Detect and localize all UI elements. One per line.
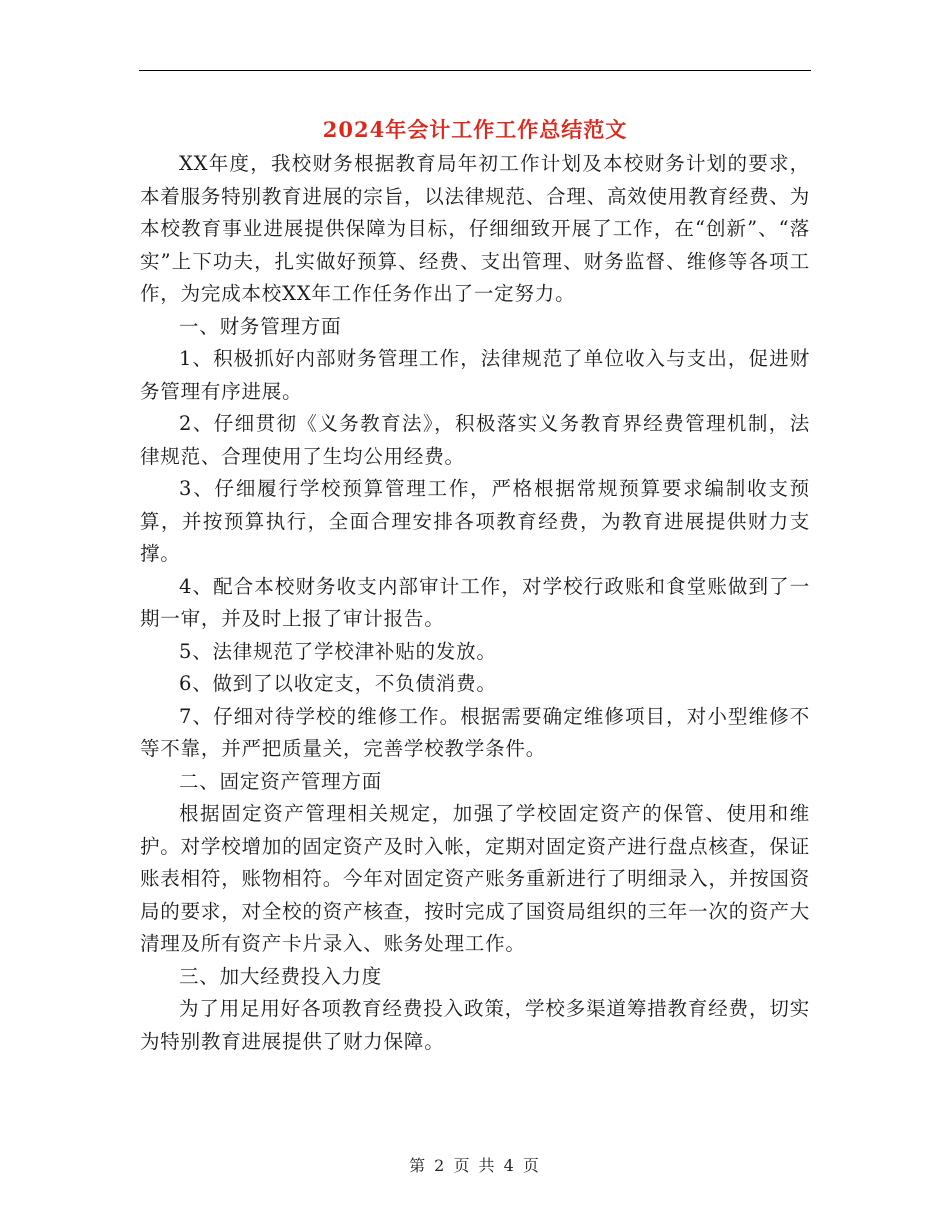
paragraph-intro: XX年度，我校财务根据教育局年初工作计划及本校财务计划的要求，本着服务特别教育进展的宗旨，以法律规范、合理、高效使用教育经费、为本校教育事业进展提供保障为目标，仔细细致开展了工作，在“创新”、“落实”上下功夫，扎实做好预算、经费、支出管理、财务监督、维修等各项工作，为完成本校XX年工作任务作出了一定努力。 — [140, 152, 810, 305]
header-rule — [139, 70, 811, 71]
page-footer: 第 2 页 共 4 页 — [409, 1156, 541, 1175]
list-item-6: 6、做到了以收定支，不负债消费。 — [179, 672, 497, 695]
list-item-1: 1、积极抓好内部财务管理工作，法律规范了单位收入与支出，促进财务管理有序进展。 — [140, 347, 810, 403]
document-title: 2024年会计工作工作总结范文 — [322, 117, 628, 142]
paragraph-funding: 为了用足用好各项教育经费投入政策，学校多渠道筹措教育经费，切实为特别教育进展提供了财力保障。 — [140, 997, 810, 1053]
list-item-3: 3、仔细履行学校预算管理工作，严格根据常规预算要求编制收支预算，并按预算执行，全面合理安排各项教育经费，为教育进展提供财力支撑。 — [140, 477, 810, 565]
list-item-2: 2、仔细贯彻《义务教育法》，积极落实义务教育界经费管理机制，法律规范、合理使用了生均公用经费。 — [140, 412, 810, 468]
section-heading-assets: 二、固定资产管理方面 — [179, 769, 383, 793]
section-heading-funding: 三、加大经费投入力度 — [179, 964, 383, 988]
section-heading-finance: 一、财务管理方面 — [179, 314, 342, 338]
list-item-4: 4、配合本校财务收支内部审计工作，对学校行政账和食堂账做到了一期一审，并及时上报了审计报告。 — [140, 574, 810, 630]
document-body — [140, 148, 810, 1058]
list-item-7: 7、仔细对待学校的维修工作。根据需要确定维修项目，对小型维修不等不靠，并严把质量关，完善学校教学条件。 — [140, 704, 810, 760]
paragraph-assets: 根据固定资产管理相关规定，加强了学校固定资产的保管、使用和维护。对学校增加的固定资产及时入帐，定期对固定资产进行盘点核查，保证账表相符，账物相符。今年对固定资产账务重新进行了明细录入，并按国资局的要求，对全校的资产核查，按时完成了国资局组织的三年一次的资产大清理及所有资产卡片录入、账务处理工作。 — [140, 802, 810, 955]
list-item-5: 5、法律规范了学校津补贴的发放。 — [179, 639, 497, 663]
